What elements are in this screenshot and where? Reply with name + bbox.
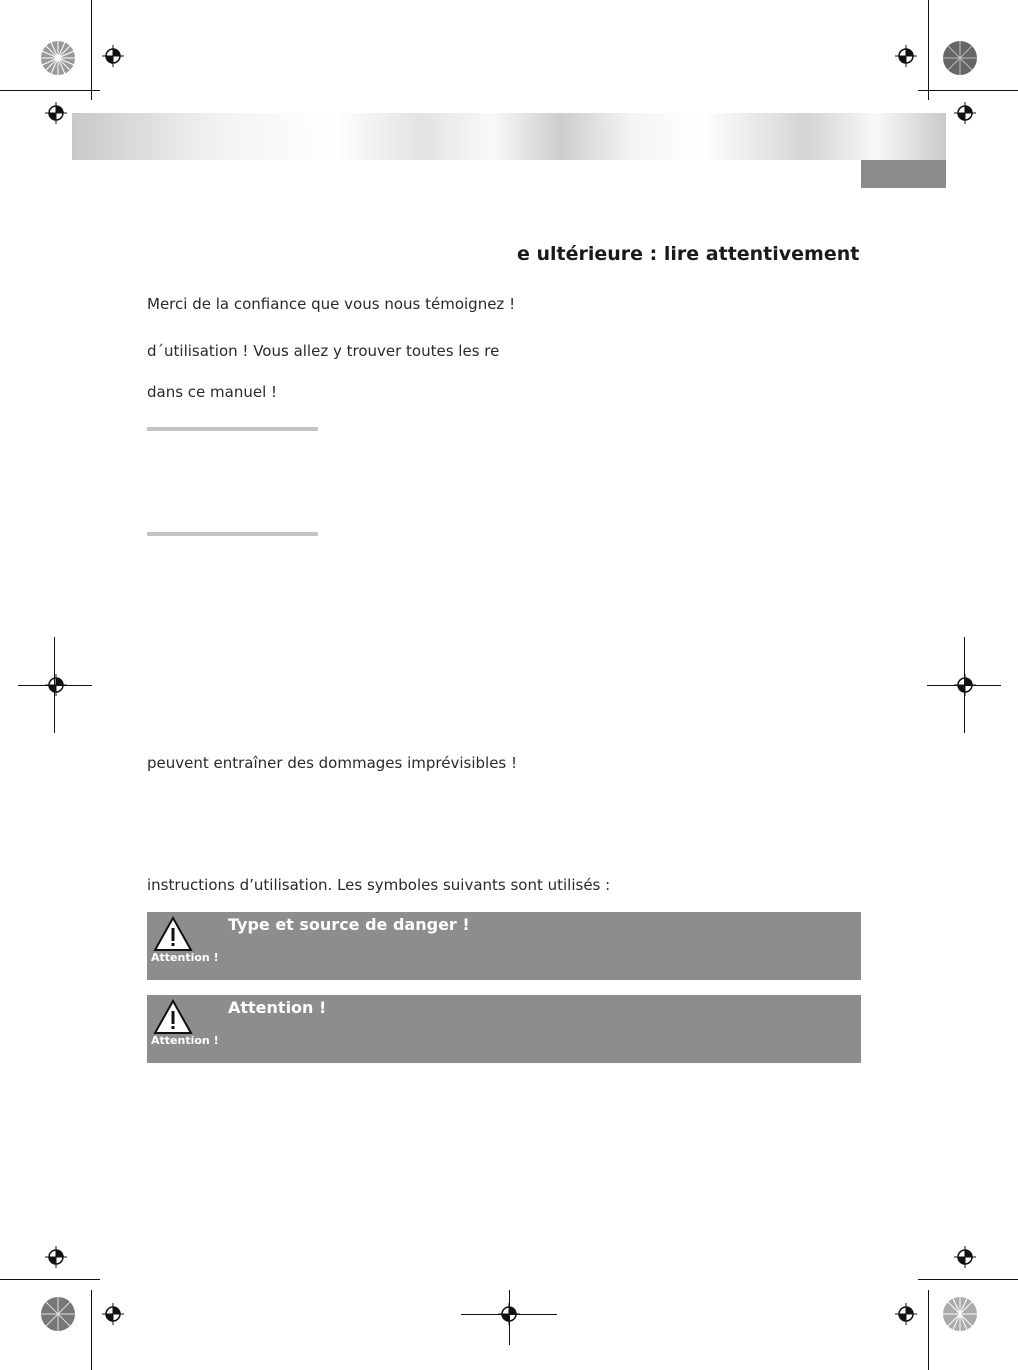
crop-mark bbox=[928, 0, 929, 100]
crop-mark bbox=[18, 685, 92, 686]
registration-mark-icon bbox=[954, 102, 976, 124]
registration-mark-icon bbox=[45, 102, 67, 124]
crop-mark bbox=[91, 1290, 92, 1370]
section-rule bbox=[147, 532, 318, 536]
section-rule bbox=[147, 427, 318, 431]
header-band bbox=[72, 113, 946, 160]
warning-triangle-icon bbox=[153, 999, 193, 1035]
warning-box bbox=[147, 995, 861, 1063]
paragraph: peuvent entraîner des dommages imprévisibles ! bbox=[147, 754, 518, 772]
warning-title: Type et source de danger ! bbox=[228, 915, 470, 934]
header-tab bbox=[861, 160, 946, 188]
crop-mark bbox=[918, 90, 1018, 91]
registration-mark-icon bbox=[895, 45, 917, 67]
registration-mark-icon bbox=[954, 1246, 976, 1268]
crop-mark bbox=[91, 0, 92, 100]
crop-mark bbox=[928, 1290, 929, 1370]
color-target-icon bbox=[40, 1296, 76, 1332]
crop-mark bbox=[0, 90, 100, 91]
crop-mark bbox=[964, 637, 965, 733]
crop-mark bbox=[54, 637, 55, 733]
color-target-icon bbox=[942, 1296, 978, 1332]
paragraph: d´utilisation ! Vous allez y trouver toutes les re bbox=[147, 342, 500, 360]
color-target-icon bbox=[942, 40, 978, 76]
warning-box bbox=[147, 912, 861, 980]
crop-mark bbox=[509, 1290, 510, 1345]
warning-label: Attention ! bbox=[151, 1034, 219, 1047]
warning-triangle-icon bbox=[153, 916, 193, 952]
registration-mark-icon bbox=[895, 1303, 917, 1325]
registration-mark-icon bbox=[45, 1246, 67, 1268]
warning-title: Attention ! bbox=[228, 998, 327, 1017]
paragraph: Merci de la confiance que vous nous témoignez ! bbox=[147, 295, 516, 313]
warning-label: Attention ! bbox=[151, 951, 219, 964]
page-heading: e ultérieure : lire attentivement bbox=[517, 243, 860, 265]
color-target-icon bbox=[40, 40, 76, 76]
paragraph: instructions d’utilisation. Les symboles suivants sont utilisés : bbox=[147, 876, 611, 894]
crop-mark bbox=[0, 1279, 100, 1280]
registration-mark-icon bbox=[102, 1303, 124, 1325]
registration-mark-icon bbox=[102, 45, 124, 67]
crop-mark bbox=[918, 1279, 1018, 1280]
paragraph: dans ce manuel ! bbox=[147, 383, 278, 401]
